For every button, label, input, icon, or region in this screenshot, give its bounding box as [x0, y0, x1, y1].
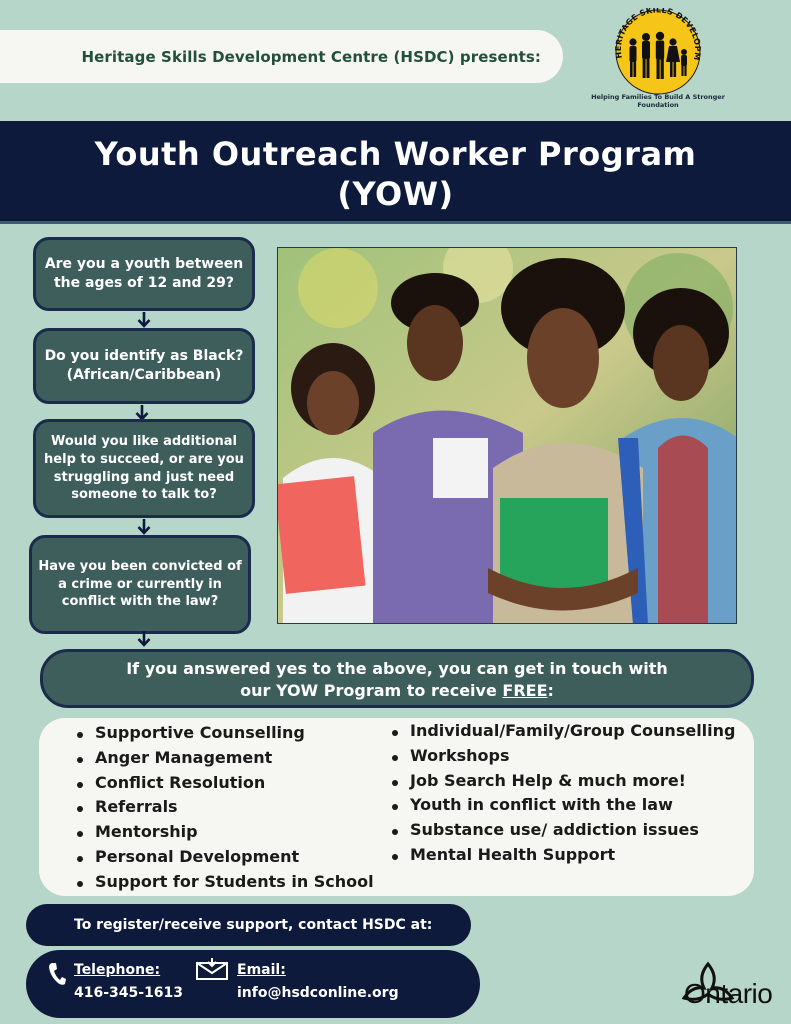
question-law: Have you been convicted of a crime or currently in conflict with the law? [29, 535, 251, 634]
answer-line-2-prefix: our YOW Program to receive [240, 680, 503, 700]
list-item: Workshops [388, 744, 735, 769]
phone-number[interactable]: 416-345-1613 [74, 985, 184, 1001]
question-identity: Do you identify as Black? (African/Caribbean) [33, 328, 255, 404]
title-banner [0, 121, 791, 224]
list-item: Substance use/ addiction issues [388, 818, 735, 843]
question-support: Would you like additional help to succeed, or are you struggling and just need someone to talk to? [33, 419, 255, 518]
arrow-down-icon [137, 312, 151, 328]
question-age: Are you a youth between the ages of 12 and 29? [33, 237, 255, 311]
page-title: Youth Outreach Worker Program [94, 135, 697, 173]
list-item: Conflict Resolution [73, 771, 374, 796]
answer-line-2 [43, 680, 751, 702]
logo-arc-text: HERITAGE SKILLS DEVELOPM [613, 8, 703, 62]
arrow-down-icon [137, 631, 151, 647]
services-box [39, 718, 754, 896]
list-item: Support for Students in School [73, 870, 374, 895]
logo-tagline: Helping Families To Build A Stronger Foundation [591, 93, 725, 109]
services-list-right [388, 719, 735, 868]
services-list-left [73, 721, 374, 895]
list-item: Mentorship [73, 820, 374, 845]
email-address[interactable]: info@hsdconline.org [237, 985, 399, 1001]
email-label: Email: [237, 962, 286, 978]
phone-label: Telephone: [74, 962, 161, 978]
contact-heading [26, 904, 471, 946]
list-item: Supportive Counselling [73, 721, 374, 746]
contact-heading-text: To register/receive support, contact HSDC at: [74, 917, 433, 933]
list-item: Individual/Family/Group Counselling [388, 719, 735, 744]
page-subtitle: (YOW) [337, 175, 454, 213]
phone-icon [48, 962, 66, 986]
list-item: Job Search Help & much more! [388, 769, 735, 794]
ontario-wordmark: Ontario [684, 978, 773, 1009]
list-item: Personal Development [73, 845, 374, 870]
answer-line-1: If you answered yes to the above, you can get in touch with [126, 659, 668, 678]
presents-text: Heritage Skills Development Centre (HSDC) presents: [81, 47, 541, 66]
answer-banner [40, 649, 754, 708]
arrow-down-icon [137, 519, 151, 535]
list-item: Mental Health Support [388, 843, 735, 868]
list-item: Youth in conflict with the law [388, 793, 735, 818]
contact-box [26, 950, 480, 1018]
list-item: Referrals [73, 795, 374, 820]
youth-group-photo [277, 247, 737, 624]
presents-banner [0, 30, 563, 83]
answer-line-2-suffix: : [547, 680, 554, 700]
free-emphasis: FREE [502, 680, 548, 700]
email-icon [196, 958, 228, 980]
list-item: Anger Management [73, 746, 374, 771]
